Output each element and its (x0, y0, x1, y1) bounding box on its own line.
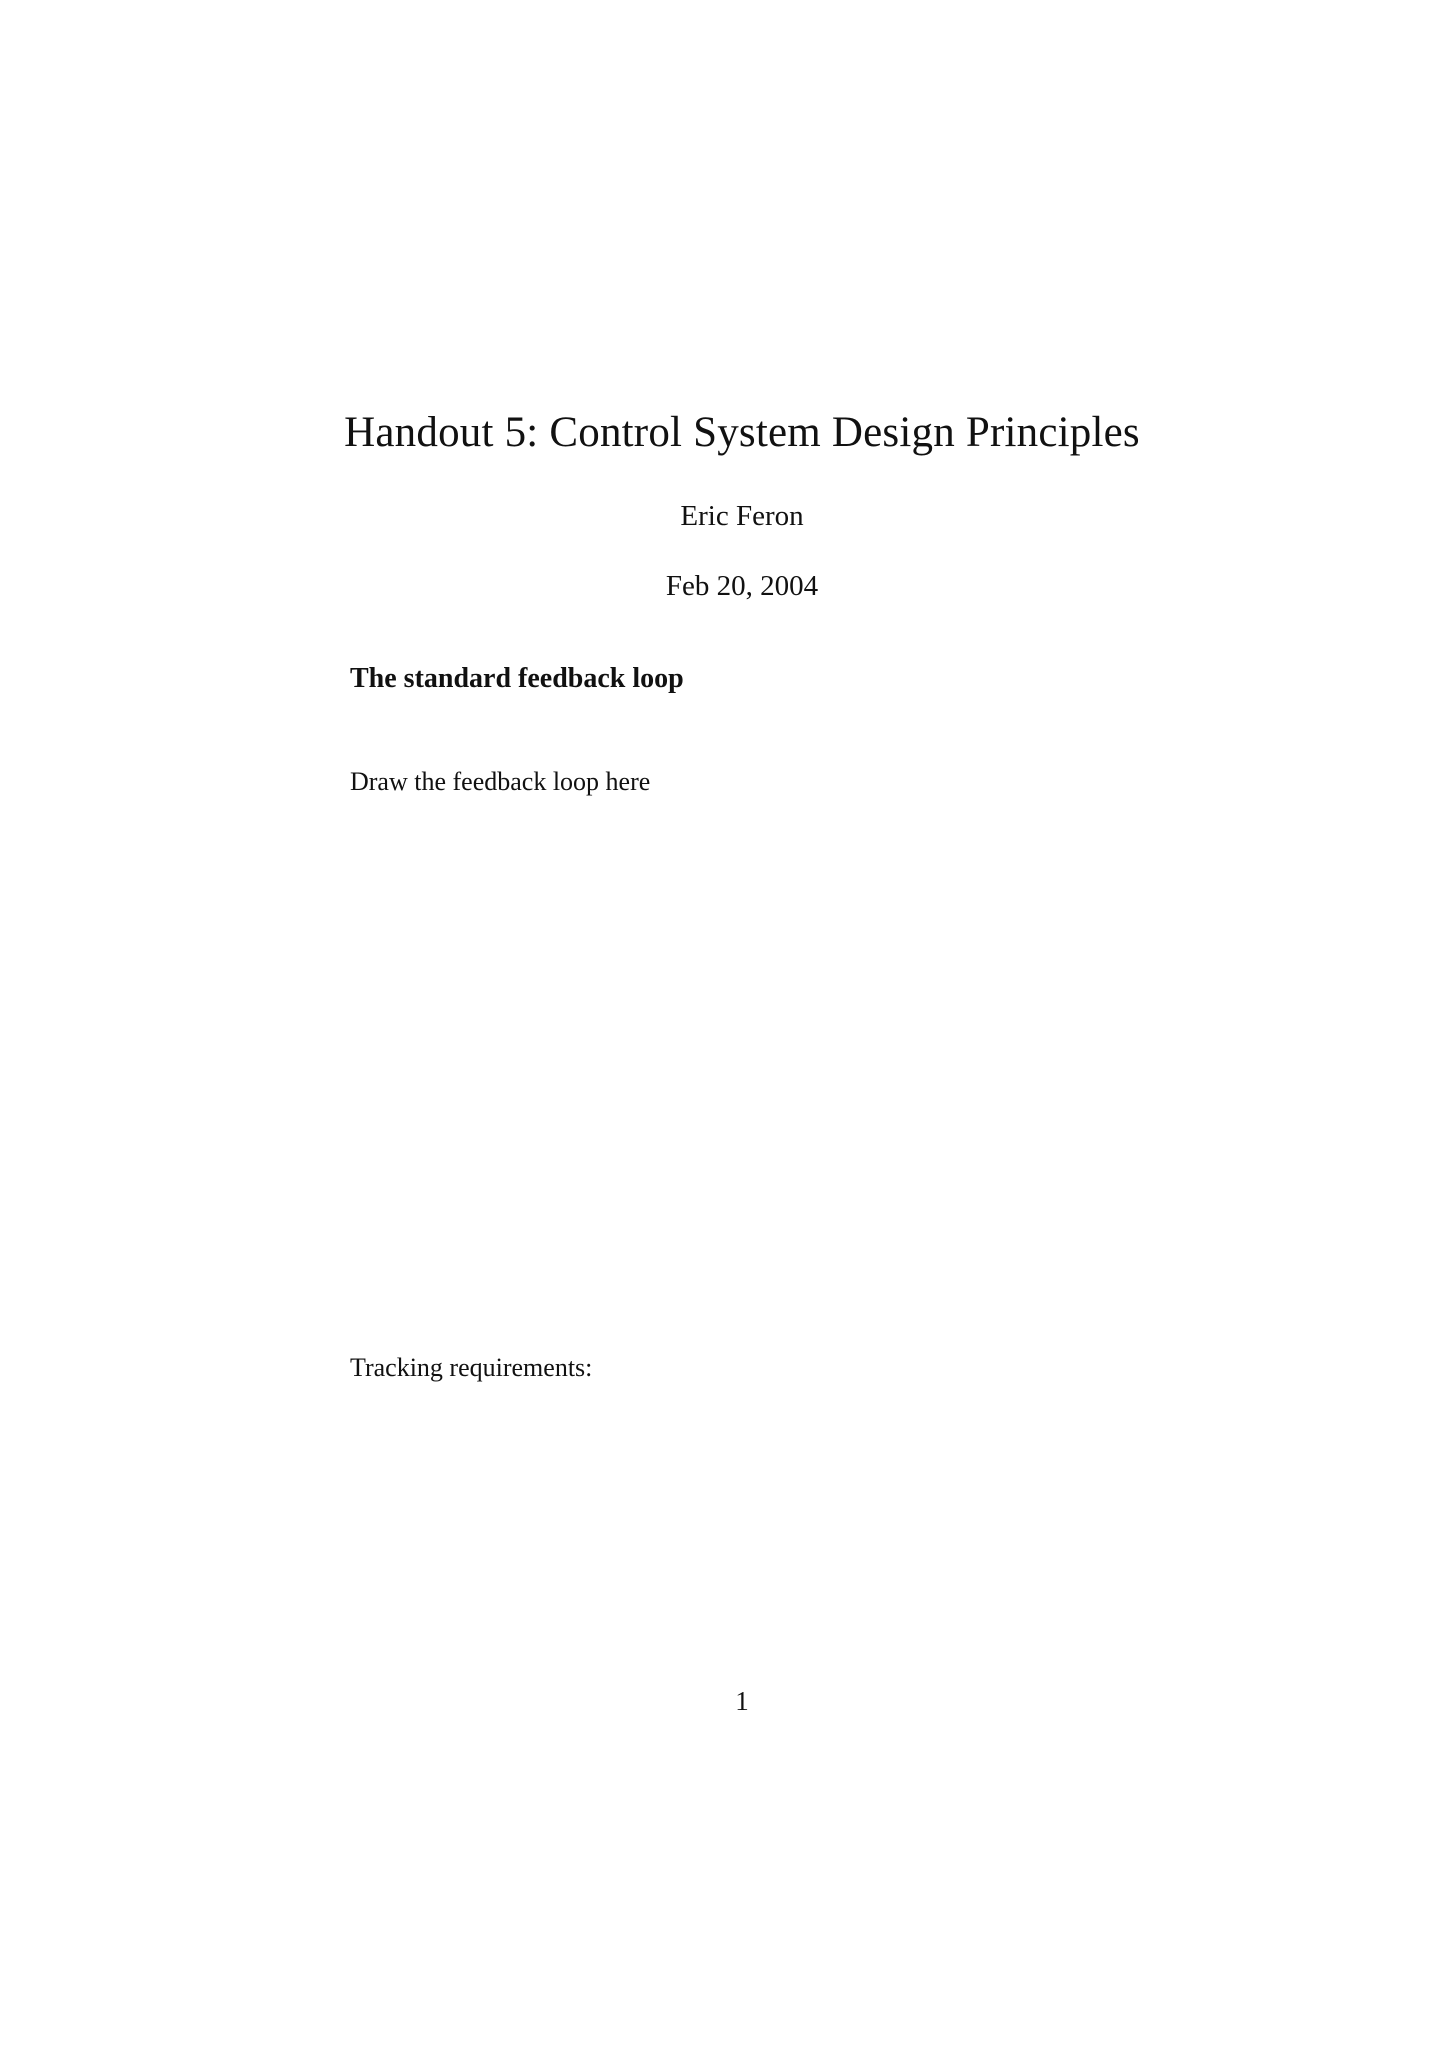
section-heading-feedback-loop: The standard feedback loop (350, 663, 684, 694)
document-title: Handout 5: Control System Design Principles (344, 409, 1140, 456)
draw-feedback-loop-prompt: Draw the feedback loop here (350, 767, 651, 796)
document-date: Feb 20, 2004 (665, 570, 819, 602)
tracking-requirements-label: Tracking requirements: (350, 1353, 593, 1382)
page-number: 1 (735, 1686, 749, 1716)
document-author: Eric Feron (680, 500, 804, 532)
